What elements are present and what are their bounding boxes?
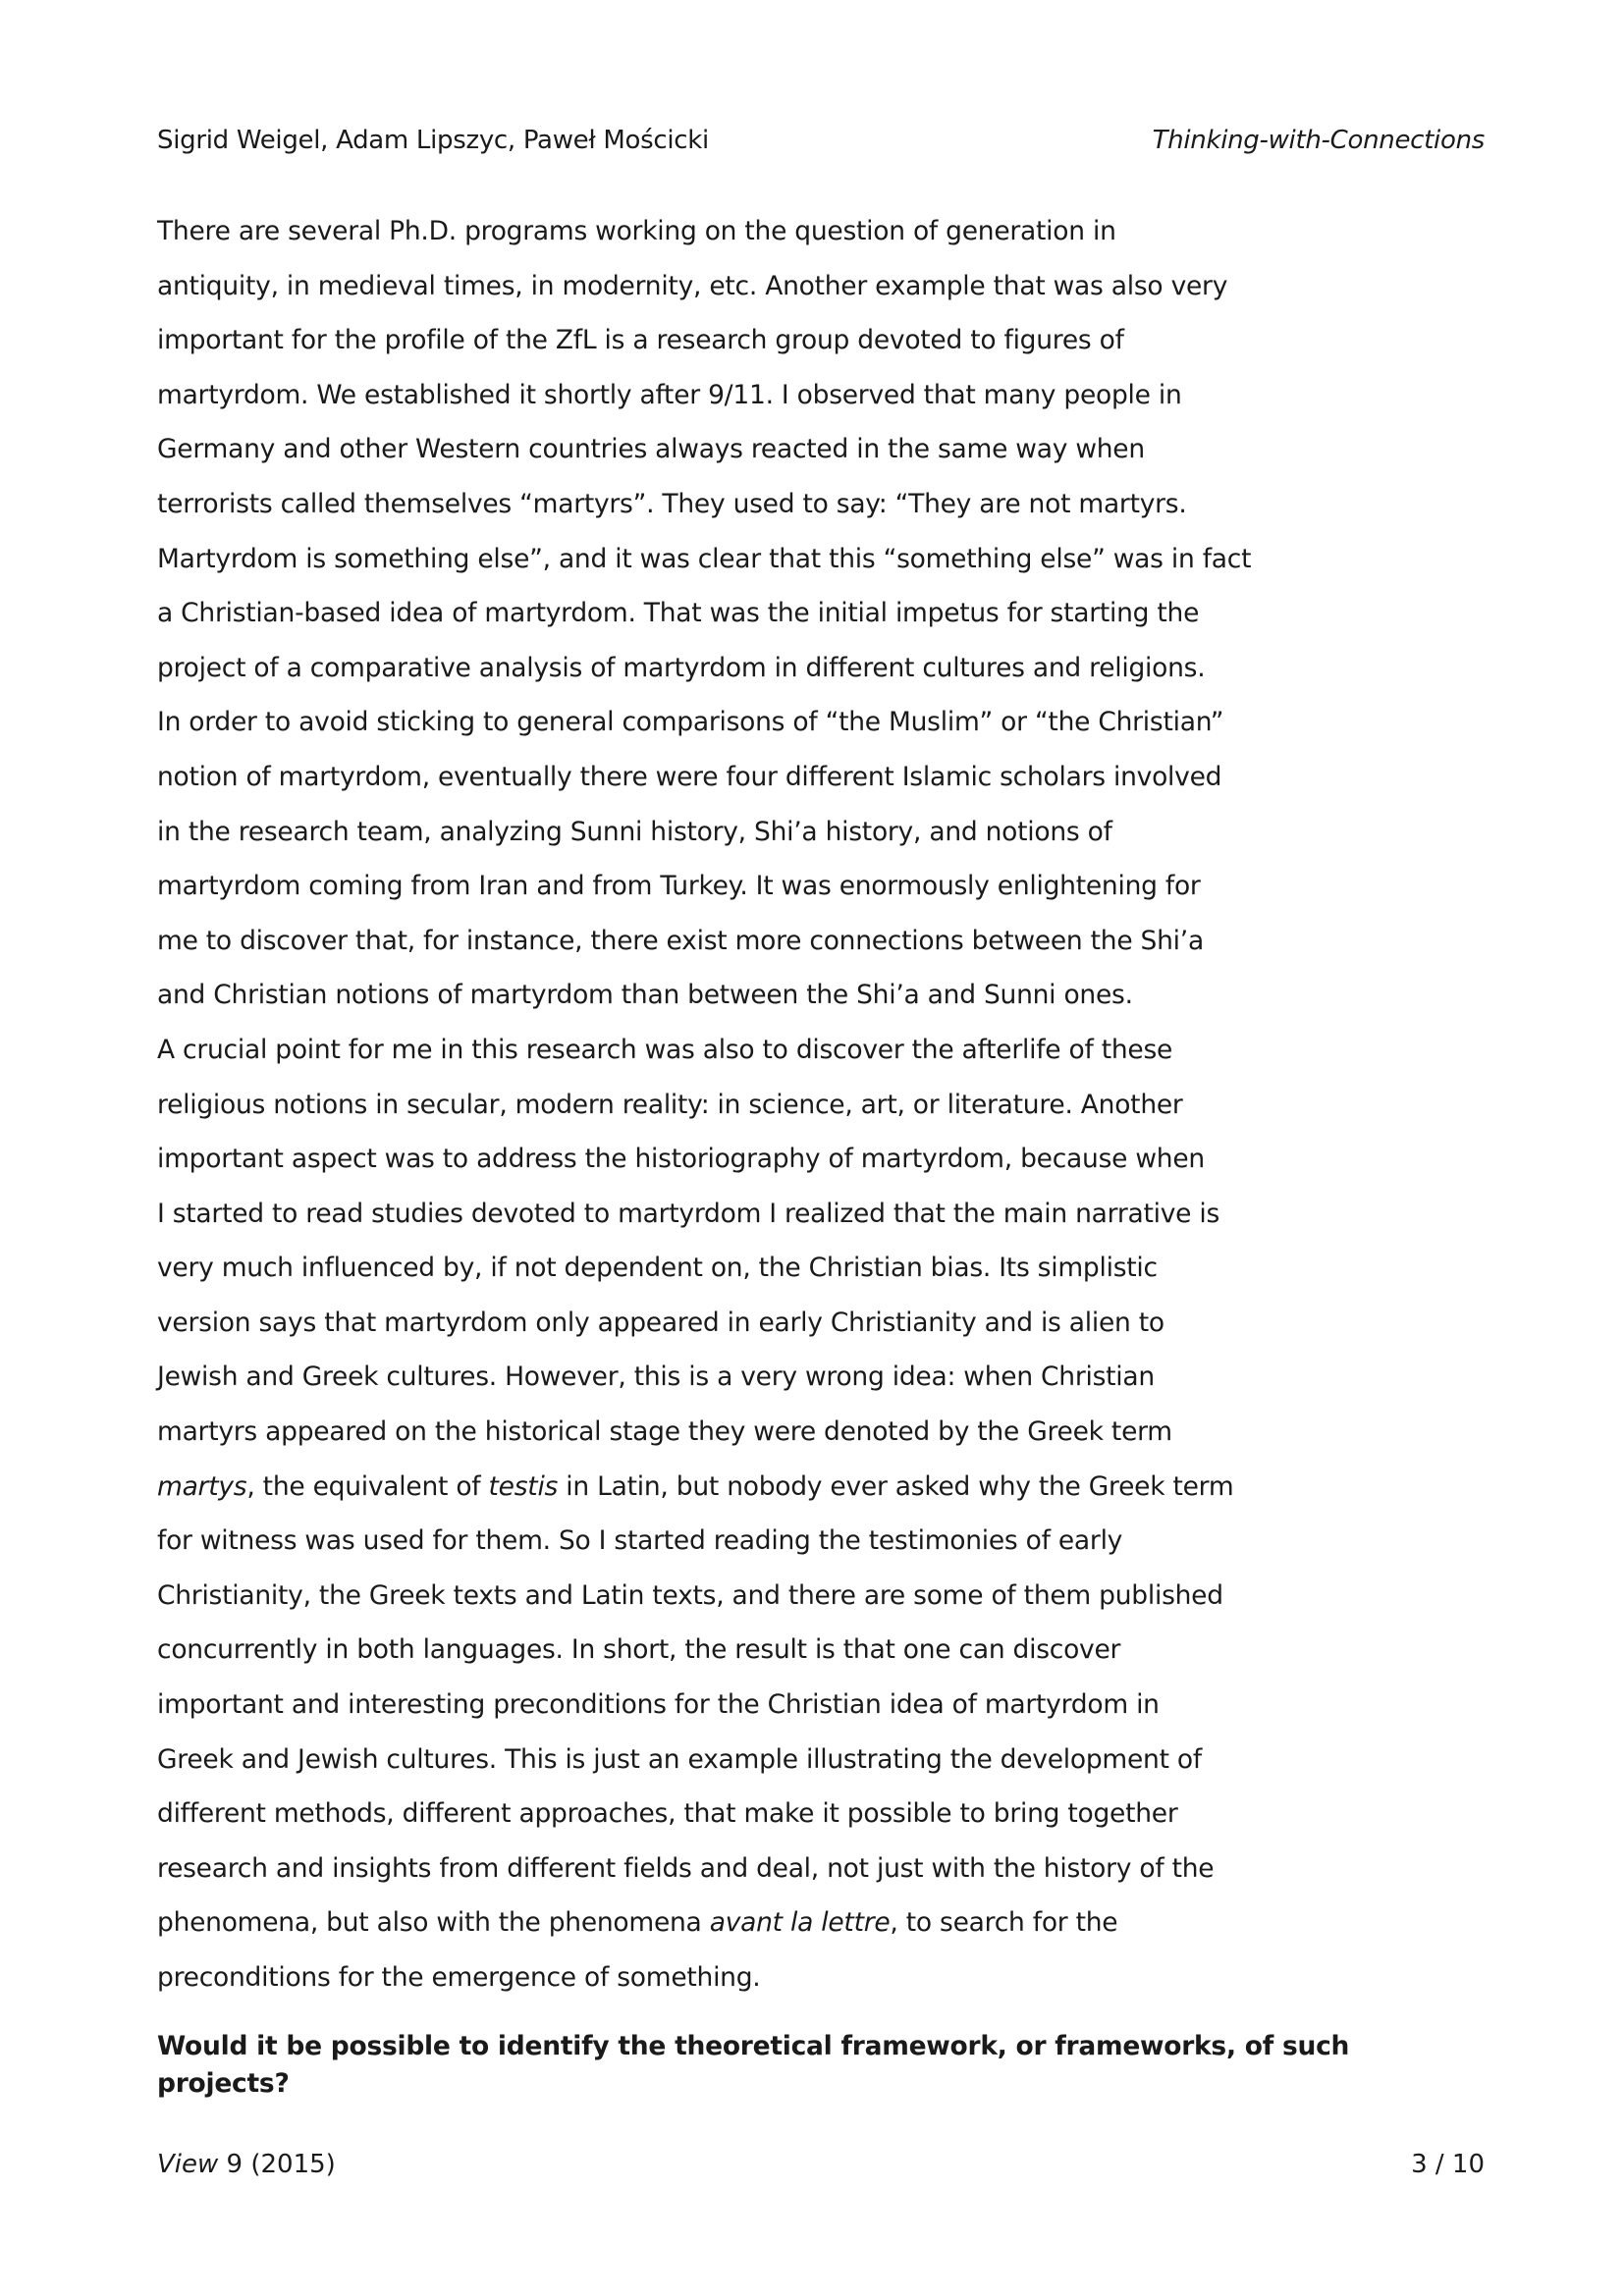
footer-journal-name: View	[157, 2150, 219, 2179]
text-fragment: , the equivalent of	[246, 1470, 489, 1502]
text-line: Germany and other Western countries always reacted in the same way when	[157, 434, 1145, 465]
page-number: 3 / 10	[1411, 2150, 1485, 2179]
text-fragment: , to search for the	[890, 1907, 1118, 1939]
text-line: me to discover that, for instance, there exist more connections between the Shi’a	[157, 925, 1204, 956]
header-article-title: Thinking-with-Connections	[1152, 126, 1485, 155]
text-line: different methods, different approaches, that make it possible to bring together	[157, 1798, 1178, 1830]
text-line: concurrently in both languages. In short, the result is that one can discover	[157, 1634, 1121, 1666]
text-line: martyrdom coming from Iran and from Turkey. It was enormously enlightening for	[157, 871, 1201, 902]
text-line: for witness was used for them. So I started reading the testimonies of early	[157, 1525, 1123, 1557]
italic-phrase-avant-la-lettre: avant la lettre	[709, 1907, 891, 1939]
text-line: Martyrdom is something else”, and it was clear that this “something else” was in fact	[157, 543, 1252, 574]
italic-term-martys: martys	[157, 1470, 247, 1502]
text-line-avant	[157, 1896, 1335, 1950]
text-line: version says that martyrdom only appeared in early Christianity and is alien to	[157, 1307, 1164, 1338]
question-line: projects?	[157, 2068, 290, 2099]
text-line: research and insights from different fields and deal, not just with the history of the	[157, 1852, 1215, 1884]
text-line: a Christian-based idea of martyrdom. That was the initial impetus for starting the	[157, 598, 1200, 629]
footer-journal	[157, 2150, 336, 2179]
text-line: A crucial point for me in this research was also to discover the afterlife of these	[157, 1034, 1173, 1065]
text-line: martyrs appeared on the historical stage they were denoted by the Greek term	[157, 1416, 1172, 1448]
text-line: project of a comparative analysis of martyrdom in different cultures and religions.	[157, 652, 1206, 683]
text-line: In order to avoid sticking to general comparisons of “the Muslim” or “the Christian”	[157, 707, 1224, 738]
text-line: There are several Ph.D. programs working on the question of generation in	[157, 216, 1116, 246]
text-line: notion of martyrdom, eventually there were four different Islamic scholars involved	[157, 761, 1222, 792]
text-line: Christianity, the Greek texts and Latin texts, and there are some of them published	[157, 1579, 1223, 1611]
text-line: and Christian notions of martyrdom than between the Shi’a and Sunni ones.	[157, 980, 1133, 1011]
text-line: terrorists called themselves “martyrs”. They used to say: “They are not martyrs.	[157, 488, 1187, 519]
text-line: in the research team, analyzing Sunni history, Shi’a history, and notions of	[157, 816, 1112, 847]
footer-issue: 9 (2015)	[218, 2150, 336, 2179]
question-line: Would it be possible to identify the theoretical framework, or frameworks, of such	[157, 2031, 1350, 2061]
header-authors: Sigrid Weigel, Adam Lipszyc, Paweł Mościcki	[157, 126, 709, 155]
text-line: important and interesting preconditions for the Christian idea of martyrdom in	[157, 1689, 1160, 1721]
text-line: important for the profile of the ZfL is a research group devoted to figures of	[157, 325, 1124, 356]
page-footer	[157, 2150, 1485, 2179]
text-fragment: in Latin, but nobody ever asked why the Greek term	[558, 1470, 1234, 1502]
text-line-martys	[157, 1460, 1335, 1515]
text-line: antiquity, in medieval times, in modernity, etc. Another example that was also very	[157, 270, 1228, 301]
text-line: important aspect was to address the historiography of martyrdom, because when	[157, 1144, 1205, 1175]
body-text	[157, 204, 1335, 2005]
text-line: Greek and Jewish cultures. This is just an example illustrating the development of	[157, 1743, 1202, 1775]
text-line: very much influenced by, if not dependent on, the Christian bias. Its simplistic	[157, 1253, 1158, 1284]
text-line: I started to read studies devoted to martyrdom I realized that the main narrative is	[157, 1198, 1220, 1229]
page-header	[157, 126, 1485, 165]
text-line: preconditions for the emergence of something.	[157, 1962, 761, 1993]
italic-term-testis: testis	[488, 1470, 559, 1502]
text-line: martyrdom. We established it shortly after 9/11. I observed that many people in	[157, 379, 1182, 410]
text-line: religious notions in secular, modern reality: in science, art, or literature. Another	[157, 1089, 1183, 1120]
text-fragment: phenomena, but also with the phenomena	[157, 1907, 710, 1939]
text-line: Jewish and Greek cultures. However, this is a very wrong idea: when Christian	[157, 1362, 1155, 1393]
interview-question	[157, 2028, 1350, 2103]
